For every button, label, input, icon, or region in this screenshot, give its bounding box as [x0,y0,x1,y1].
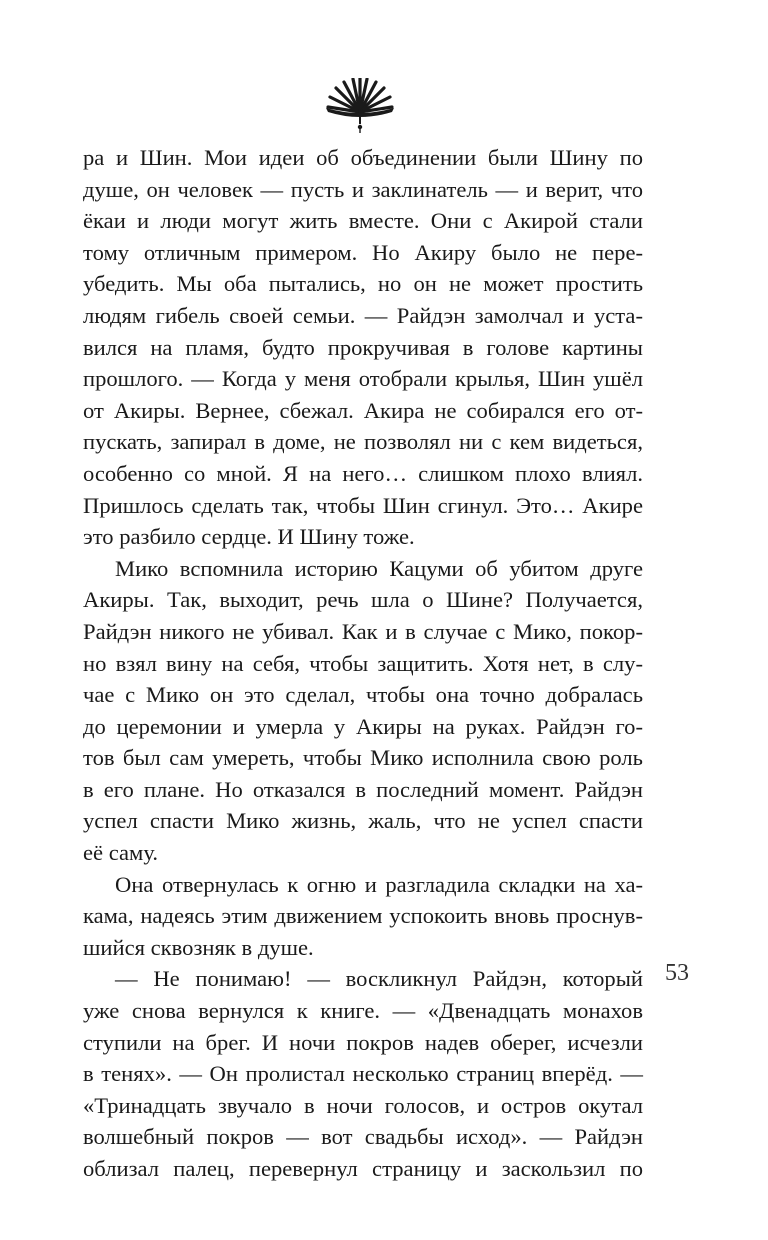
page-number: 53 [665,960,689,986]
text-line: Пришлось сделать так, чтобы Шин сгинул. Это… Акире [83,492,643,518]
paragraph-2 [83,553,643,869]
text-line: ра и Шин. Мои идеи об объединении были Шину по [83,145,643,170]
text-line: особенно со мной. Я на него… слишком плохо влиял. [83,460,643,486]
text-line: Акиры. Так, выходит, речь шла о Шине? Получается, [83,587,643,613]
paragraph-3 [83,869,643,964]
text-line: но взял вину на себя, чтобы защитить. Хотя нет, в слу- [83,650,643,676]
text-line: «Тринадцать звучало в ночи голосов, и остров окутал [83,1092,643,1118]
fan-ornament-icon [320,78,400,134]
text-line: от Акиры. Вернее, сбежал. Акира не собирался его от- [83,397,643,423]
text-line: кама, надеясь этим движением успокоить вновь проснув- [83,903,643,929]
text-line: облизал палец, перевернул страницу и заскользил по [83,1156,643,1181]
text-line: тов был сам умереть, чтобы Мико исполнила свою роль [83,745,643,771]
text-line: убедить. Мы оба пытались, но он не может простить [83,271,643,297]
text-line: прошлого. — Когда у меня отобрали крылья, Шин ушёл [83,366,643,392]
text-line: пускать, запирал в доме, не позволял ни с кем видеться, [83,429,643,455]
text-line: Райдэн никого не убивал. Как и в случае с Мико, покор- [83,618,643,644]
text-line: в его плане. Но отказался в последний момент. Райдэн [83,776,643,802]
text-line: шийся сквозняк в душе. [83,934,314,960]
paragraph-4 [83,963,643,1184]
text-line: Она отвернулась к огню и разгладила складки на ха- [115,871,643,897]
text-line: вился на пламя, будто прокручивая в голове картины [83,334,643,360]
text-line: волшебный покров — вот свадьбы исход». — Райдэн [83,1124,643,1150]
text-line: уже снова вернулся к книге. — «Двенадцать монахов [83,998,643,1024]
text-line: Мико вспомнила историю Кацуми об убитом друге [115,555,643,581]
paragraph-1 [83,142,643,553]
text-line: это разбило сердце. И Шину тоже. [83,524,415,550]
text-line: — Не понимаю! — воскликнул Райдэн, который [115,966,643,992]
text-line: душе, он человек — пусть и заклинатель — и верит, что [83,176,643,202]
text-line: ёкаи и люди могут жить вместе. Они с Акирой стали [83,208,643,234]
text-line: успел спасти Мико жизнь, жаль, что не успел спасти [83,808,643,834]
text-line: в тенях». — Он пролистал несколько страниц вперёд. — [83,1061,643,1087]
text-line: людям гибель своей семьи. — Райдэн замолчал и уста- [83,302,643,328]
text-line: ступили на брег. И ночи покров надев оберег, исчезли [83,1029,643,1055]
text-line: до церемонии и умерла у Акиры на руках. Райдэн го- [83,713,643,739]
body-text [83,142,643,1185]
text-line: тому отличным примером. Но Акиру было не пере- [83,239,643,265]
text-line: её саму. [83,840,159,866]
text-line: чае с Мико он это сделал, чтобы она точно добралась [83,682,643,708]
